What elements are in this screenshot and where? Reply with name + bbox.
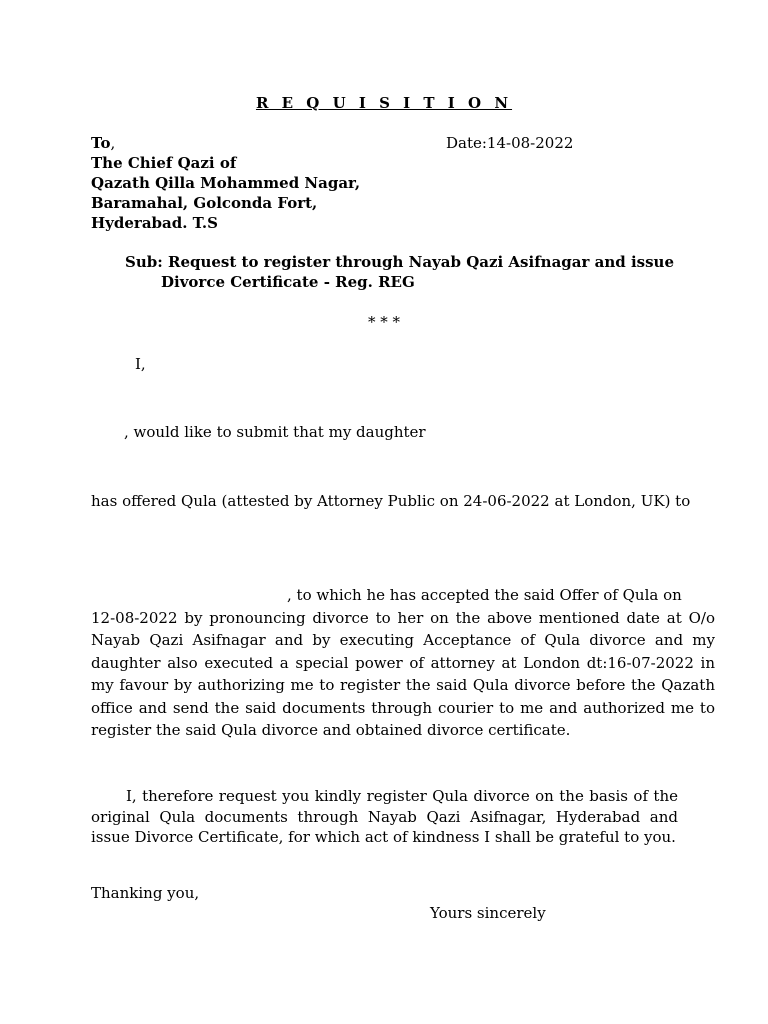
accepted-paragraph (91, 584, 715, 742)
to-comma: , (110, 134, 116, 152)
subject-line-2: Divorce Certificate - Reg. REG (161, 273, 415, 291)
accepted-first-line: , to which he has accepted the said Offer of Qula on (287, 586, 682, 604)
address-line: Hyderabad. T.S (91, 214, 218, 232)
address-line: Baramahal, Golconda Fort, (91, 194, 318, 212)
to-label: To (91, 134, 111, 152)
thanking-line: Thanking you, (91, 884, 200, 902)
address-line: The Chief Qazi of (91, 154, 237, 172)
letter-date: Date:14-08-2022 (446, 134, 574, 152)
to-line (91, 133, 360, 153)
accepted-body: 12-08-2022 by pronouncing divorce to her on the above mentioned date at O/o Nayab Qazi Asifnagar and by executing Acceptance of Qula divorce and my daughter also executed a special power of attorney at London dt:16-07-2022 in my favour by authorizing me to register the said Qula divorce before the Qazath office and send the said documents through courier to me and authorized me to register the said Qula divorce and obtained divorce certificate. (91, 608, 715, 739)
would-like-line: , would like to submit that my daughter (124, 423, 426, 441)
closing-line: Yours sincerely (430, 904, 546, 922)
document-title: R E Q U I S I T I O N (255, 94, 513, 112)
address-line: Qazath Qilla Mohammed Nagar, (91, 174, 361, 192)
recipient-address (91, 133, 360, 233)
offered-paragraph: has offered Qula (attested by Attorney Public on 24-06-2022 at London, UK) to (91, 492, 691, 510)
request-paragraph: I, therefore request you kindly register Qula divorce on the basis of the original Qula documents through Nayab Qazi Asifnagar, Hyderabad and issue Divorce Certificate, for which act of kindness I shall be grateful to you. (91, 787, 678, 846)
subject-line-1: Sub: Request to register through Nayab Qazi Asifnagar and issue (125, 253, 674, 271)
i-line: I, (135, 355, 146, 373)
subject (125, 252, 674, 292)
separator: * * * (367, 313, 401, 331)
